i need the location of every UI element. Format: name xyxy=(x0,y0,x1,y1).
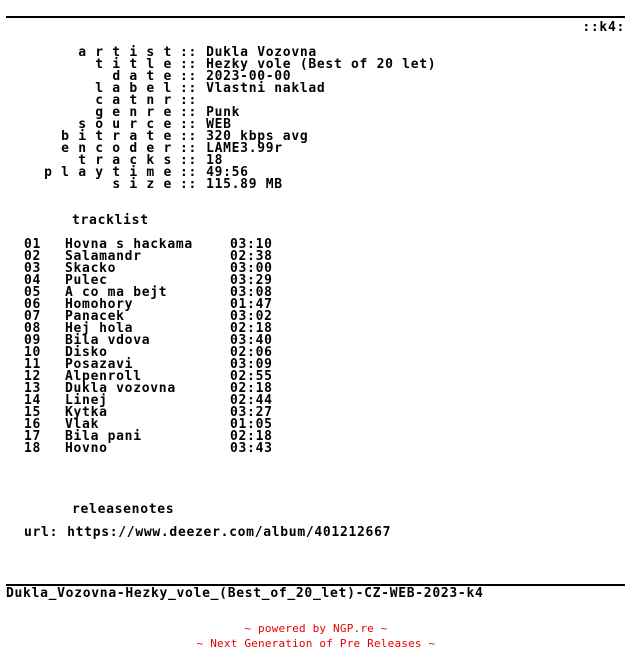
meta-value-title: Hezky vole (Best of 20 let) xyxy=(206,57,437,72)
track-number: 05 xyxy=(24,285,42,300)
track-title: Hej hola xyxy=(65,321,134,336)
meta-value-encoder: LAME3.99r xyxy=(206,141,283,156)
group-tag: ::k4: xyxy=(582,20,625,35)
meta-separator: :: xyxy=(180,105,198,120)
track-number: 18 xyxy=(24,441,42,456)
track-duration: 01:05 xyxy=(230,417,273,432)
meta-value-artist: Dukla Vozovna xyxy=(206,45,317,60)
tracklist-heading: tracklist xyxy=(72,213,149,228)
track-duration: 02:44 xyxy=(230,393,273,408)
meta-value-label: Vlastni naklad xyxy=(206,81,326,96)
top-divider xyxy=(6,16,625,18)
track-title: Disko xyxy=(65,345,108,360)
track-title: Bila vdova xyxy=(65,333,151,348)
track-title: Alpenroll xyxy=(65,369,142,384)
release-url[interactable]: https://www.deezer.com/album/401212667 xyxy=(67,525,392,540)
meta-separator: :: xyxy=(180,141,198,156)
track-duration: 03:09 xyxy=(230,357,273,372)
track-duration: 02:06 xyxy=(230,345,273,360)
track-title: Vlak xyxy=(65,417,100,432)
track-title: Homohory xyxy=(65,297,134,312)
releasenotes-heading: releasenotes xyxy=(72,502,175,517)
track-title: Linej xyxy=(65,393,108,408)
meta-value-playtime: 49:56 xyxy=(206,165,249,180)
footer xyxy=(0,621,632,651)
track-number: 11 xyxy=(24,357,42,372)
meta-label: g e n r e xyxy=(95,105,172,120)
track-duration: 03:43 xyxy=(230,441,273,456)
meta-separator: :: xyxy=(180,177,198,192)
track-title: Salamandr xyxy=(65,249,142,264)
meta-label: s i z e xyxy=(112,177,172,192)
tracklist xyxy=(24,239,273,455)
meta-label: p l a y t i m e xyxy=(44,165,172,180)
meta-separator: :: xyxy=(180,57,198,72)
track-duration: 03:10 xyxy=(230,237,273,252)
track-number: 14 xyxy=(24,393,42,408)
meta-separator: :: xyxy=(180,165,198,180)
release-url-row xyxy=(24,527,391,539)
meta-label: d a t e xyxy=(112,69,172,84)
track-number: 17 xyxy=(24,429,42,444)
track-title: Posazavi xyxy=(65,357,134,372)
meta-label: s o u r c e xyxy=(78,117,172,132)
release-dirname: Dukla_Vozovna-Hezky_vole_(Best_of_20_let)-CZ-WEB-2023-k4 xyxy=(6,586,484,601)
meta-separator: :: xyxy=(180,129,198,144)
track-number: 04 xyxy=(24,273,42,288)
meta-row-label xyxy=(0,83,436,95)
meta-value-bitrate: 320 kbps avg xyxy=(206,129,309,144)
track-number: 06 xyxy=(24,297,42,312)
meta-label: t r a c k s xyxy=(78,153,172,168)
track-number: 16 xyxy=(24,417,42,432)
meta-label: t i t l e xyxy=(95,57,172,72)
track-title: Hovna s hackama xyxy=(65,237,193,252)
track-duration: 02:18 xyxy=(230,321,273,336)
track-title: Dukla vozovna xyxy=(65,381,176,396)
meta-separator: :: xyxy=(180,93,198,108)
track-duration: 03:27 xyxy=(230,405,273,420)
meta-row-size xyxy=(0,179,436,191)
track-duration: 03:08 xyxy=(230,285,273,300)
track-number: 01 xyxy=(24,237,42,252)
track-duration: 03:02 xyxy=(230,309,273,324)
meta-separator: :: xyxy=(180,117,198,132)
meta-value-size: 115.89 MB xyxy=(206,177,283,192)
track-title: Kytka xyxy=(65,405,108,420)
track-number: 15 xyxy=(24,405,42,420)
track-title: A co ma bejt xyxy=(65,285,168,300)
meta-value-genre: Punk xyxy=(206,105,241,120)
track-duration: 02:18 xyxy=(230,381,273,396)
meta-label: c a t n r xyxy=(95,93,172,108)
track-number: 13 xyxy=(24,381,42,396)
meta-label: e n c o d e r xyxy=(61,141,172,156)
footer-powered-by: ~ powered by NGP.re ~ xyxy=(244,622,388,635)
track-number: 02 xyxy=(24,249,42,264)
url-label: url: xyxy=(24,525,59,540)
track-number: 07 xyxy=(24,309,42,324)
track-title: Bila pani xyxy=(65,429,142,444)
meta-value-source: WEB xyxy=(206,117,232,132)
track-title: Panacek xyxy=(65,309,125,324)
track-title: Hovno xyxy=(65,441,108,456)
track-number: 09 xyxy=(24,333,42,348)
meta-value-tracks: 18 xyxy=(206,153,224,168)
meta-separator: :: xyxy=(180,69,198,84)
meta-label: b i t r a t e xyxy=(61,129,172,144)
meta-separator: :: xyxy=(180,45,198,60)
meta-label: a r t i s t xyxy=(78,45,172,60)
release-metadata xyxy=(0,47,436,191)
track-title: Skacko xyxy=(65,261,117,276)
track-row xyxy=(24,443,273,455)
track-duration: 02:18 xyxy=(230,429,273,444)
track-duration: 02:55 xyxy=(230,369,273,384)
meta-label: l a b e l xyxy=(95,81,172,96)
track-duration: 03:40 xyxy=(230,333,273,348)
track-number: 03 xyxy=(24,261,42,276)
meta-value-date: 2023-00-00 xyxy=(206,69,292,84)
track-number: 10 xyxy=(24,345,42,360)
track-title: Pulec xyxy=(65,273,108,288)
meta-separator: :: xyxy=(180,81,198,96)
track-duration: 01:47 xyxy=(230,297,273,312)
track-number: 08 xyxy=(24,321,42,336)
meta-separator: :: xyxy=(180,153,198,168)
track-number: 12 xyxy=(24,369,42,384)
track-duration: 03:00 xyxy=(230,261,273,276)
footer-tagline: ~ Next Generation of Pre Releases ~ xyxy=(196,637,436,650)
track-duration: 03:29 xyxy=(230,273,273,288)
track-duration: 02:38 xyxy=(230,249,273,264)
